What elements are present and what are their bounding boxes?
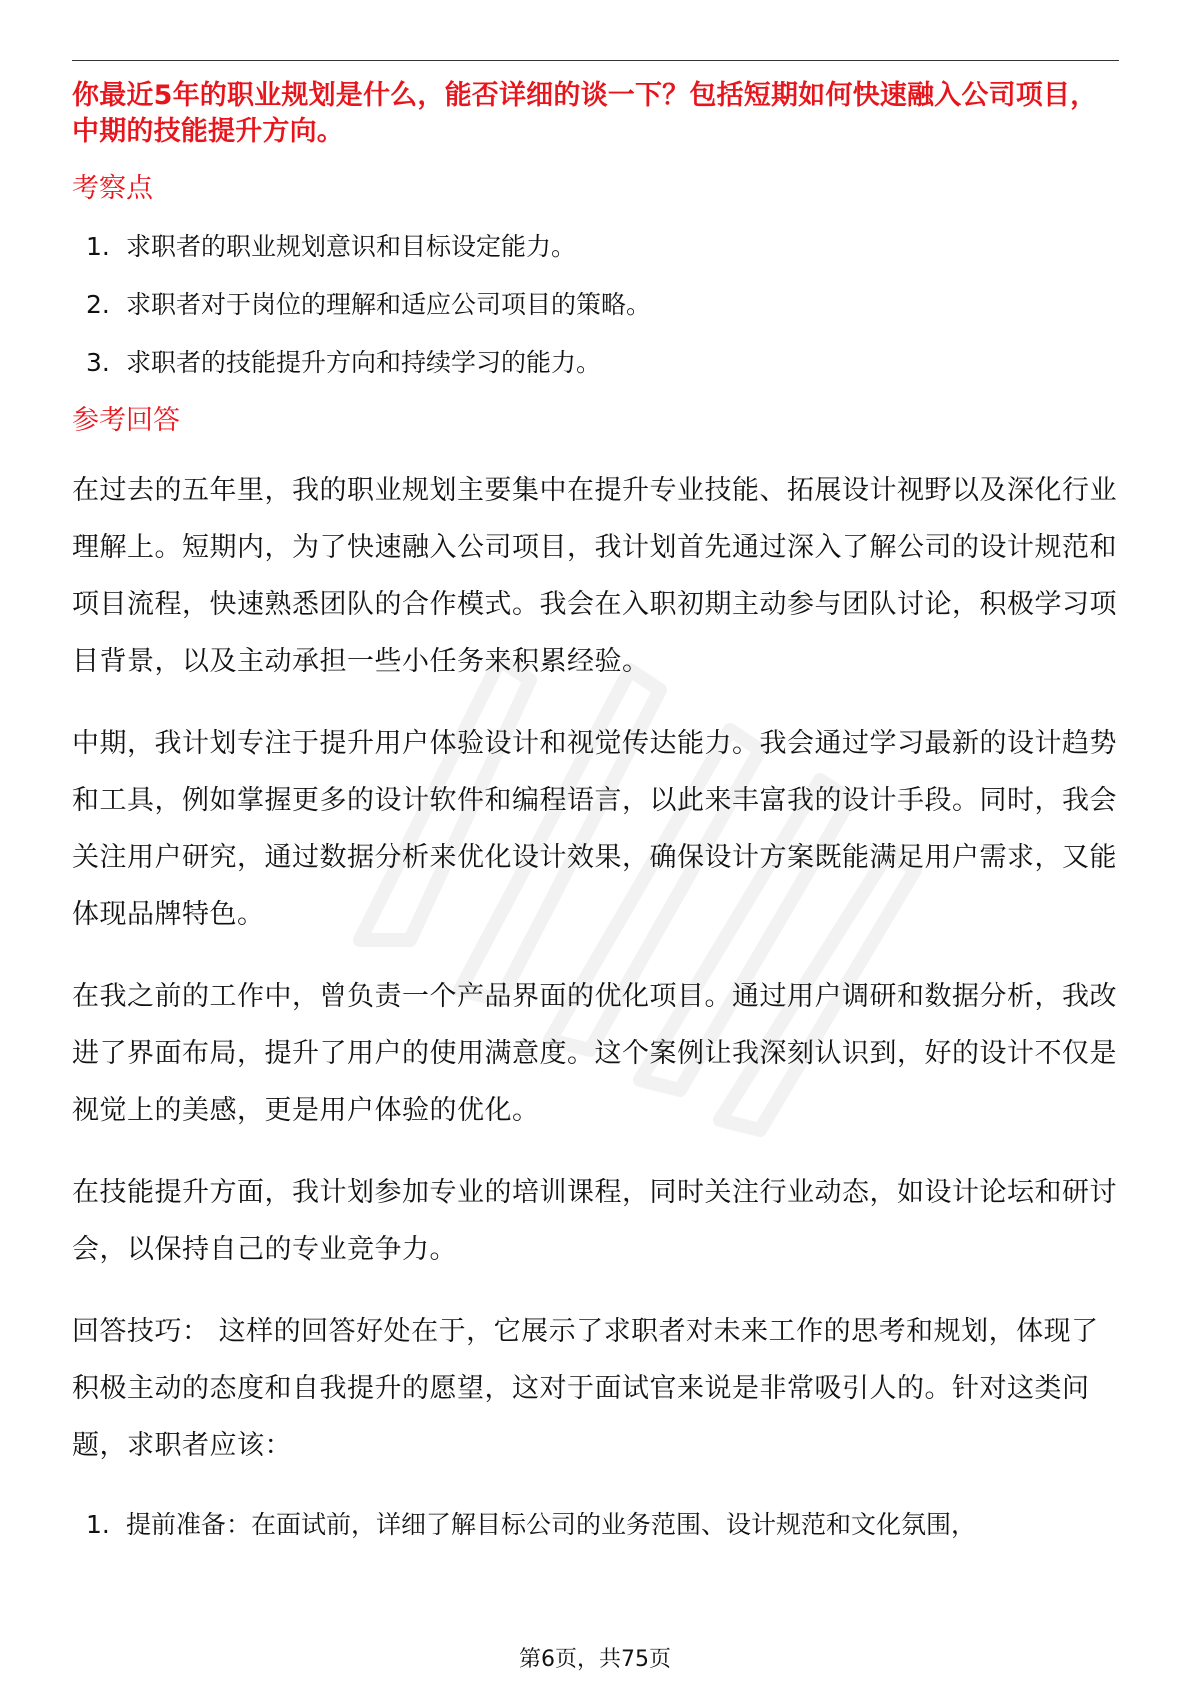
content [72, 78, 1120, 1554]
list-item [72, 334, 1120, 392]
answer-paragraph: 在过去的五年里，我的职业规划主要集中在提升专业技能、拓展设计视野以及深化行业理解上。短期内，为了快速融入公司项目，我计划首先通过深入了解公司的设计规范和项目流程，快速熟悉团队的合作模式。我会在入职初期主动参与团队讨论，积极学习项目背景，以及主动承担一些小任务来积累经验。 [72, 475, 1117, 677]
answer-paragraph: 在技能提升方面，我计划参加专业的培训课程，同时关注行业动态，如设计论坛和研讨会，以保持自己的专业竞争力。 [72, 1177, 1117, 1265]
list-text: 求职者的技能提升方向和持续学习的能力。 [126, 348, 602, 377]
top-rule [72, 60, 1119, 61]
list-number: 3. [86, 348, 110, 377]
page-number: 第6页，共75页 [519, 1647, 671, 1672]
list-number: 1. [86, 232, 110, 261]
list-item [72, 218, 1120, 276]
list-text: 提前准备：在面试前，详细了解目标公司的业务范围、设计规范和文化氛围， [126, 1510, 977, 1539]
points-list [72, 218, 1120, 392]
list-text: 求职者的职业规划意识和目标设定能力。 [126, 232, 577, 261]
heading-kaocha: 考察点 [72, 173, 153, 204]
list-number: 2. [86, 290, 110, 319]
answer-paragraph: 中期，我计划专注于提升用户体验设计和视觉传达能力。我会通过学习最新的设计趋势和工具，例如掌握更多的设计软件和编程语言，以此来丰富我的设计手段。同时，我会关注用户研究，通过数据分析来优化设计效果，确保设计方案既能满足用户需求，又能体现品牌特色。 [72, 728, 1117, 930]
list-item [72, 1496, 1120, 1554]
tips-list [72, 1496, 1120, 1554]
answer-tips-paragraph: 回答技巧： 这样的回答好处在于，它展示了求职者对未来工作的思考和规划，体现了积极主动的态度和自我提升的愿望，这对于面试官来说是非常吸引人的。针对这类问题，求职者应该： [72, 1316, 1099, 1461]
answer-paragraph: 在我之前的工作中，曾负责一个产品界面的优化项目。通过用户调研和数据分析，我改进了界面布局，提升了用户的使用满意度。这个案例让我深刻认识到，好的设计不仅是视觉上的美感，更是用户体验的优化。 [72, 981, 1117, 1126]
list-item [72, 276, 1120, 334]
list-text: 求职者对于岗位的理解和适应公司项目的策略。 [126, 290, 652, 319]
heading-cankao: 参考回答 [72, 405, 180, 436]
list-number: 1. [86, 1510, 110, 1539]
question-title: 你最近5年的职业规划是什么，能否详细的谈一下？包括短期如何快速融入公司项目，中期的技能提升方向。 [72, 80, 1098, 147]
